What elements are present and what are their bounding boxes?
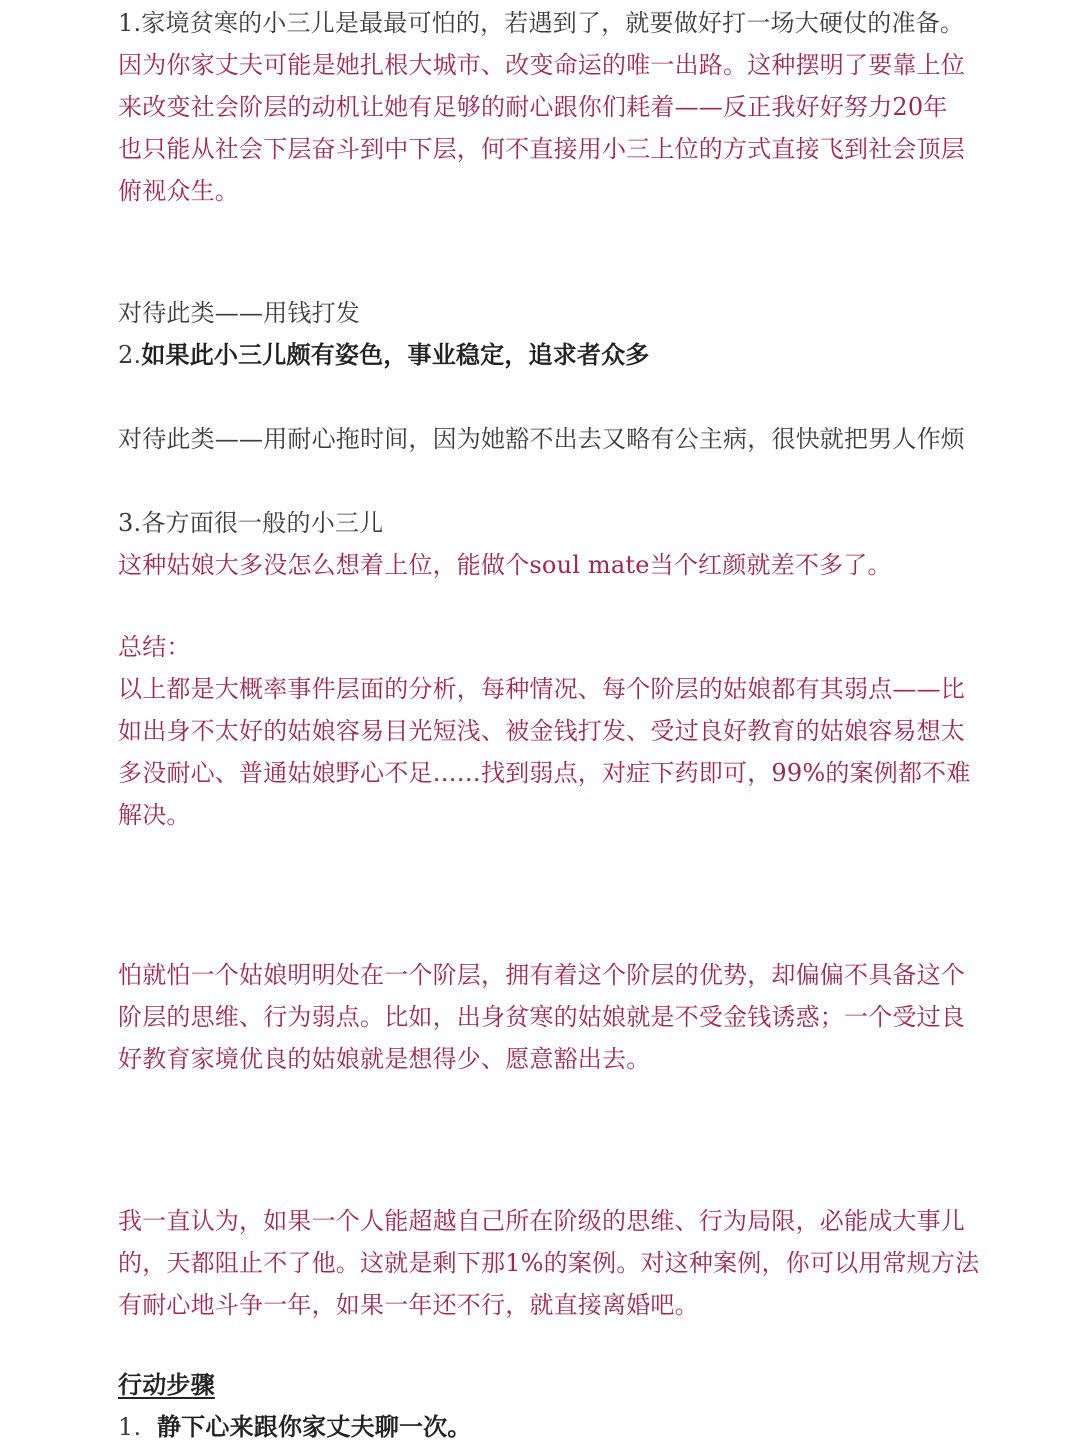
summary-label-text: 总结： bbox=[118, 633, 191, 661]
section1-body-line: 来改变社会阶层的动机让她有足够的耐心跟你们耗着——反正我好好努力20年 bbox=[118, 93, 948, 121]
section3-heading-text: 3.各方面很一般的小三儿 bbox=[118, 509, 384, 537]
section1-body bbox=[118, 44, 1018, 212]
paragraph-belief-line: 我一直认为，如果一个人能超越自己所在阶级的思维、行为局限，必能成大事儿 bbox=[118, 1207, 965, 1235]
action-title bbox=[118, 1364, 1018, 1406]
summary-body-line: 解决。 bbox=[118, 801, 191, 829]
section3-body bbox=[118, 544, 1018, 586]
summary-body-line: 以上都是大概率事件层面的分析，每种情况、每个阶层的姑娘都有其弱点——比 bbox=[118, 675, 965, 703]
section1-line1: 1.家境贫寒的小三儿是最最可怕的，若遇到了，就要做好打一场大硬仗的准备。 bbox=[118, 9, 965, 37]
summary-body bbox=[118, 668, 1018, 836]
section1-body-line: 俯视众生。 bbox=[118, 177, 239, 205]
paragraph-belief-line: 的，天都阻止不了他。这就是剩下那1%的案例。对这种案例，你可以用常规方法 bbox=[118, 1249, 980, 1277]
treat1 bbox=[118, 292, 1018, 334]
summary-label bbox=[118, 626, 1018, 668]
treat2-text: 对待此类——用耐心拖时间，因为她豁不出去又略有公主病，很快就把男人作烦 bbox=[118, 425, 965, 453]
summary-body-line: 如出身不太好的姑娘容易目光短浅、被金钱打发、受过良好教育的姑娘容易想太 bbox=[118, 717, 965, 745]
action-step1-text: 静下心来跟你家丈夫聊一次。 bbox=[156, 1412, 472, 1441]
section3-heading bbox=[118, 502, 1018, 544]
paragraph-fear-line: 好教育家境优良的姑娘就是想得少、愿意豁出去。 bbox=[118, 1045, 651, 1073]
section2-number: 2. bbox=[118, 341, 142, 369]
action-title-text: 行动步骤 bbox=[118, 1370, 215, 1399]
treat2 bbox=[118, 418, 1018, 460]
section1-body-line: 因为你家丈夫可能是她扎根大城市、改变命运的唯一出路。这种摆明了要靠上位 bbox=[118, 51, 965, 79]
section1-body-line: 也只能从社会下层奋斗到中下层，何不直接用小三上位的方式直接飞到社会顶层 bbox=[118, 135, 965, 163]
section1-heading bbox=[118, 2, 1018, 44]
section2-heading bbox=[118, 334, 1018, 376]
treat1-text: 对待此类——用钱打发 bbox=[118, 299, 360, 327]
section2-heading-text: 如果此小三儿颇有姿色，事业稳定，追求者众多 bbox=[141, 340, 650, 369]
paragraph-belief-line: 有耐心地斗争一年，如果一年还不行，就直接离婚吧。 bbox=[118, 1291, 699, 1319]
paragraph-belief bbox=[118, 1200, 1018, 1326]
action-step1 bbox=[118, 1406, 1018, 1448]
summary-body-line: 多没耐心、普通姑娘野心不足……找到弱点，对症下药即可，99%的案例都不难 bbox=[118, 759, 971, 787]
section3-body-text: 这种姑娘大多没怎么想着上位，能做个soul mate当个红颜就差不多了。 bbox=[118, 551, 892, 579]
paragraph-fear-line: 阶层的思维、行为弱点。比如，出身贫寒的姑娘就是不受金钱诱惑；一个受过良 bbox=[118, 1003, 965, 1031]
action-step1-number: 1. bbox=[118, 1413, 142, 1441]
paragraph-fear bbox=[118, 954, 1018, 1080]
paragraph-fear-line: 怕就怕一个姑娘明明处在一个阶层，拥有着这个阶层的优势，却偏偏不具备这个 bbox=[118, 961, 965, 989]
